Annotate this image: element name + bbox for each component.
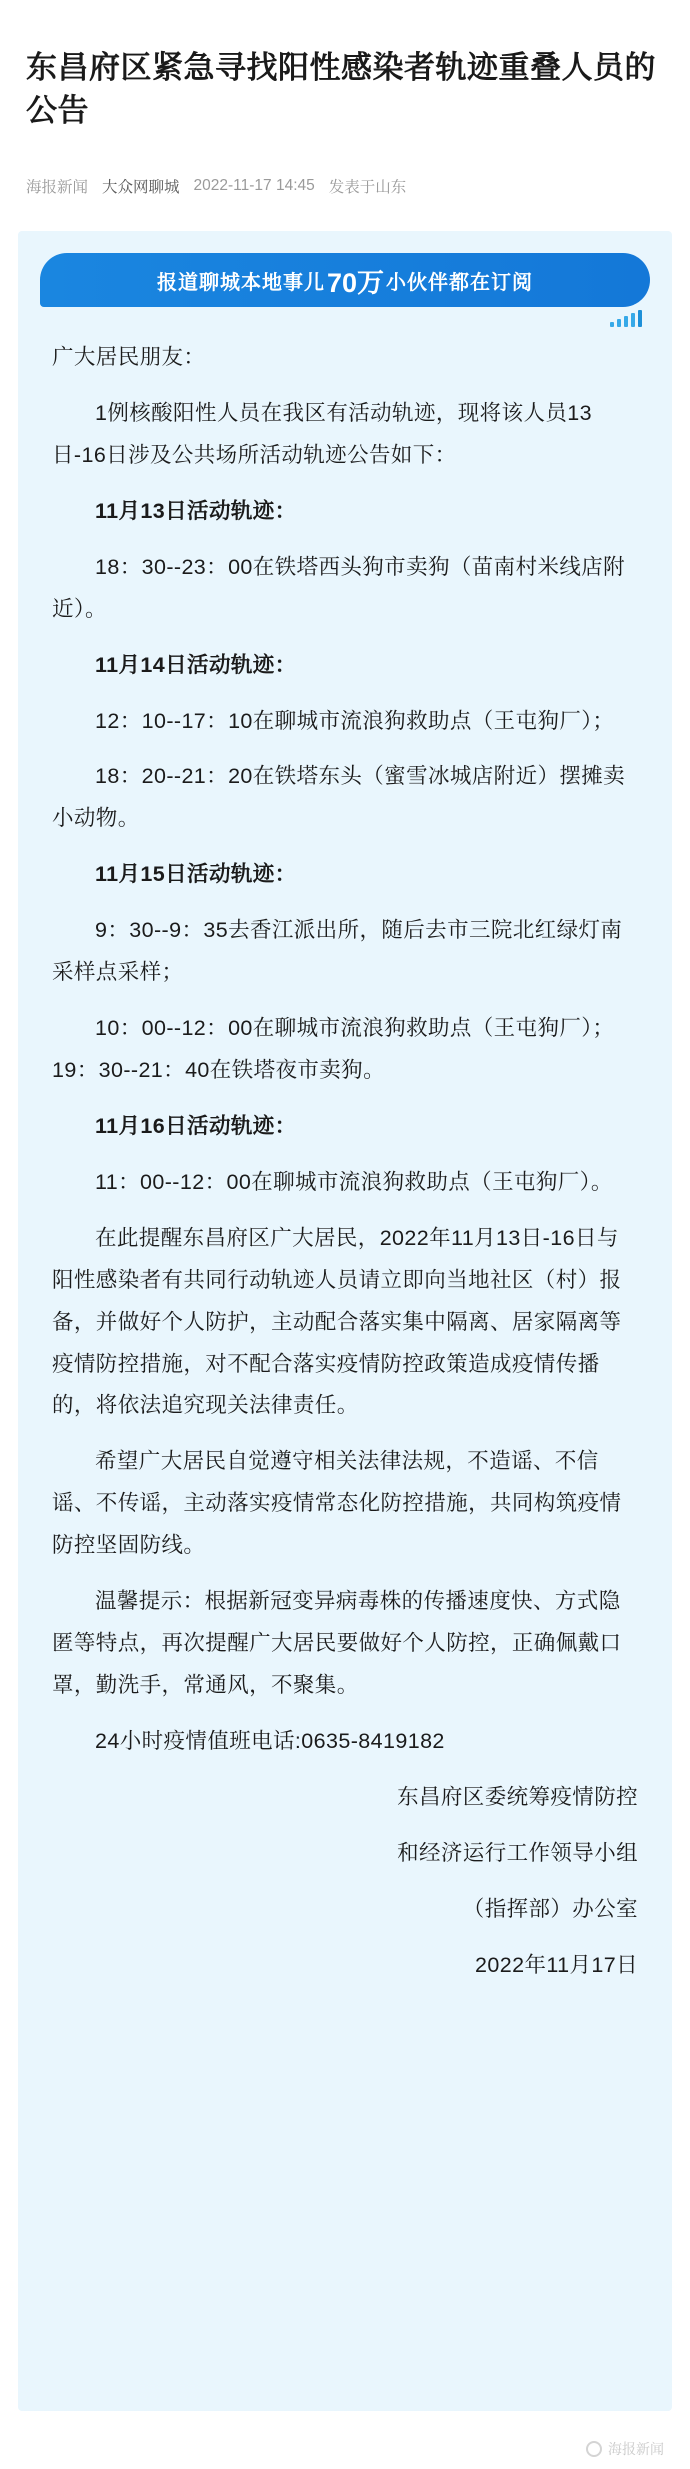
paragraph-notice-2: 希望广大居民自觉遵守相关法律法规，不造谣、不信谣、不传谣，主动落实疫情常态化防控措施，共同构筑疫情防控坚固防线。 xyxy=(52,1449,622,1558)
banner-number: 70万 xyxy=(326,267,385,298)
banner-suffix: 小伙伴都在订阅 xyxy=(386,271,534,294)
paragraph-notice-3: 温馨提示：根据新冠变异病毒株的传播速度快、方式隐匿等特点，再次提醒广大居民要做好个人防控，正确佩戴口罩，勤洗手，常通风，不聚集。 xyxy=(52,1589,622,1697)
subscribe-banner[interactable] xyxy=(40,253,650,307)
signal-bars-icon xyxy=(18,307,672,327)
meta-location: 发表于山东 xyxy=(328,179,407,197)
signature-date: 2022年11月17日 xyxy=(475,1952,638,1977)
paragraph-day16-item1: 11：00--12：00在聊城市流浪狗救助点（王屯狗厂）。 xyxy=(95,1169,613,1194)
watermark xyxy=(586,2439,664,2459)
announcement-card xyxy=(18,231,672,2411)
subscribe-banner-wrap xyxy=(18,231,672,307)
signature-line-1: 东昌府区委统筹疫情防控 xyxy=(397,1784,638,1809)
article-meta xyxy=(0,153,690,197)
paragraph-day13-item1: 18：30--23：00在铁塔西头狗市卖狗（苗南村米线店附近）。 xyxy=(52,554,626,621)
signature-line-2: 和经济运行工作领导小组 xyxy=(397,1840,638,1865)
paragraph-day15-item1: 9：30--9：35去香江派出所，随后去市三院北红绿灯南采样点采样； xyxy=(52,918,623,985)
paragraph-day14-title: 11月14日活动轨迹： xyxy=(95,652,297,677)
paragraph-salutation: 广大居民朋友： xyxy=(52,345,206,370)
signature-line-3: （指挥部）办公室 xyxy=(462,1896,638,1921)
banner-prefix: 报道聊城本地事儿 xyxy=(156,271,325,294)
meta-author[interactable]: 大众网聊城 xyxy=(102,179,180,197)
meta-date: 2022-11-17 14:45 xyxy=(193,177,315,195)
article-page xyxy=(0,21,690,2469)
paragraph-day14-item2: 18：20--21：20在铁塔东头（蜜雪冰城店附近）摆摊卖小动物。 xyxy=(52,764,626,831)
paragraph-intro: 1例核酸阳性人员在我区有活动轨迹，现将该人员13日-16日涉及公共场所活动轨迹公告如下： xyxy=(52,400,592,467)
paragraph-day15-title: 11月15日活动轨迹： xyxy=(95,862,297,887)
announcement-body xyxy=(18,327,672,1986)
paragraph-notice-1: 在此提醒东昌府区广大居民，2022年11月13日-16日与阳性感染者有共同行动轨迹人员请立即向当地社区（村）报备，并做好个人防护，主动配合落实集中隔离、居家隔离等疫情防控措施，对不配合落实疫情防控政策造成疫情传播的，将依法追究现关法律责任。 xyxy=(52,1225,622,1418)
meta-source: 海报新闻 xyxy=(26,179,89,197)
page-title: 东昌府区紧急寻找阳性感染者轨迹重叠人员的公告 xyxy=(26,49,656,128)
watermark-logo-icon xyxy=(586,2441,602,2457)
paragraph-hotline: 24小时疫情值班电话:0635-8419182 xyxy=(95,1728,445,1753)
paragraph-day16-title: 11月16日活动轨迹： xyxy=(95,1113,297,1138)
paragraph-day15-item2: 10：00--12：00在聊城市流浪狗救助点（王屯狗厂）；19：30--21：40在铁塔夜市卖狗。 xyxy=(52,1016,615,1082)
paragraph-day13-title: 11月13日活动轨迹： xyxy=(95,498,297,523)
watermark-label: 海报新闻 xyxy=(608,2440,664,2457)
paragraph-day14-item1: 12：10--17：10在聊城市流浪狗救助点（王屯狗厂）； xyxy=(95,708,615,733)
